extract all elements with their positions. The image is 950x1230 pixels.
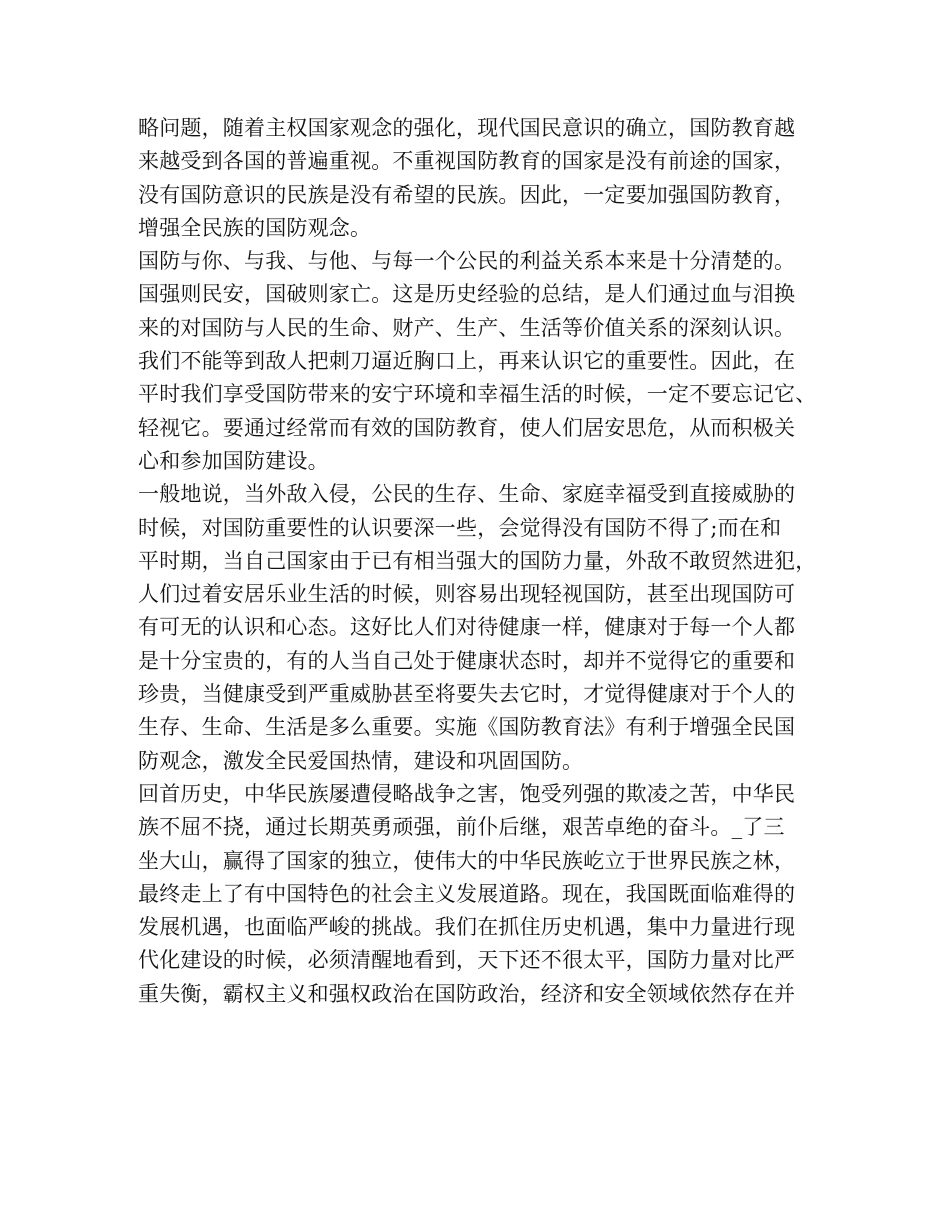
text-line: 重失衡，霸权主义和强权政治在国防政治，经济和安全领域依然存在并 (138, 981, 796, 1006)
text-line: 发展机遇，也面临严峻的挑战。我们在抓住历史机遇，集中力量进行现 (138, 915, 796, 940)
text-line: 有可无的认识和心态。这好比人们对待健康一样，健康对于每一个人都 (138, 615, 796, 640)
text-line: 来的对国防与人民的生命、财产、生产、生活等价值关系的深刻认识。 (138, 315, 796, 340)
text-line: 族不屈不挠，通过长期英勇顽强，前仆后继，艰苦卓绝的奋斗。_了三 (138, 815, 785, 840)
text-line: 略问题，随着主权国家观念的强化，现代国民意识的确立，国防教育越 (138, 116, 796, 140)
text-line: 生存、生命、生活是多么重要。实施《国防教育法》有利于增强全民国 (138, 715, 796, 740)
text-line: 人们过着安居乐业生活的时候，则容易出现轻视国防，甚至出现国防可 (138, 582, 796, 607)
text-line: 最终走上了有中国特色的社会主义发展道路。现在，我国既面临难得的 (138, 881, 796, 906)
text-line: 心和参加国防建设。 (138, 448, 329, 473)
text-line: 回首历史，中华民族屡遭侵略战争之害，饱受列强的欺凌之苦，中华民 (138, 781, 796, 806)
text-line: 平时我们享受国防带来的安宁环境和幸福生活的时候，一定不要忘记它、 (138, 382, 817, 407)
text-line: 珍贵，当健康受到严重威胁甚至将要失去它时，才觉得健康对于个人的 (138, 682, 796, 707)
text-line: 增强全民族的国防观念。 (138, 215, 372, 240)
text-line: 代化建设的时候，必须清醒地看到，天下还不很太平，国防力量对比严 (138, 948, 796, 973)
text-line: 没有国防意识的民族是没有希望的民族。因此，一定要加强国防教育， (138, 182, 796, 207)
text-line: 一般地说，当外敌入侵，公民的生存、生命、家庭幸福受到直接威胁的 (138, 482, 796, 507)
text-line: 来越受到各国的普遍重视。不重视国防教育的国家是没有前途的国家， (138, 149, 796, 174)
text-line: 国强则民安，国破则家亡。这是历史经验的总结，是人们通过血与泪换 (138, 282, 796, 307)
body-text (138, 112, 838, 1011)
text-line: 我们不能等到敌人把刺刀逼近胸口上，再来认识它的重要性。因此，在 (138, 349, 796, 374)
text-line: 轻视它。要通过经常而有效的国防教育，使人们居安思危，从而积极关 (138, 415, 796, 440)
text-line: 国防与你、与我、与他、与每一个公民的利益关系本来是十分清楚的。 (138, 249, 796, 274)
text-line: 坐大山，赢得了国家的独立，使伟大的中华民族屹立于世界民族之林， (138, 848, 796, 873)
text-line: 防观念，激发全民爱国热情，建设和巩固国防。 (138, 748, 584, 773)
text-line: 时候，对国防重要性的认识要深一些，会觉得没有国防不得了;而在和 (138, 515, 782, 540)
text-line: 平时期，当自己国家由于已有相当强大的国防力量，外敌不敢贸然进犯， (138, 548, 817, 573)
text-line: 是十分宝贵的，有的人当自己处于健康状态时，却并不觉得它的重要和 (138, 648, 796, 673)
